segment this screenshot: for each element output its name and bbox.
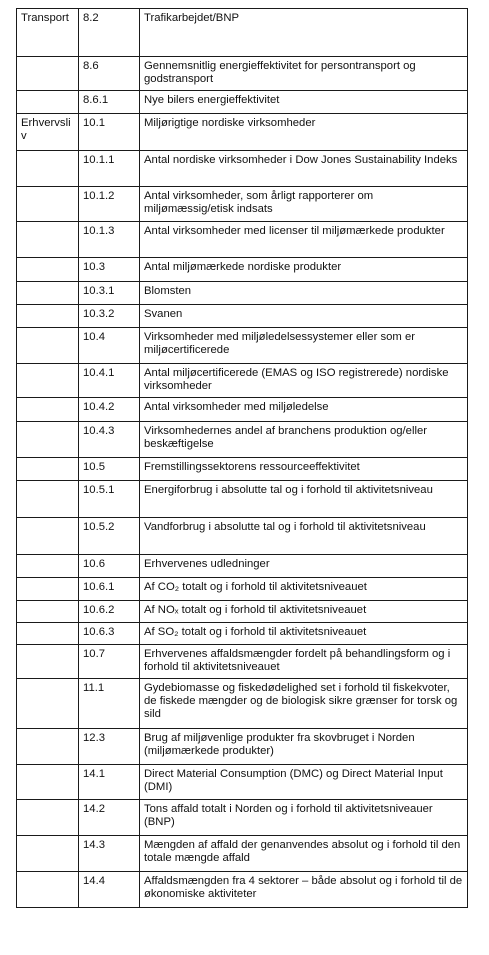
sector-cell: [17, 601, 79, 623]
sector-cell: [17, 458, 79, 481]
table-row: [17, 187, 468, 222]
sector-cell: [17, 91, 79, 114]
table-row: [17, 91, 468, 114]
indicator-code-cell: 10.1.3: [79, 222, 140, 258]
indicator-code-cell: 10.4.2: [79, 398, 140, 422]
table-row: [17, 422, 468, 458]
indicator-description-cell: Direct Material Consumption (DMC) og Direct Material Input (DMI): [140, 765, 468, 800]
indicator-description-cell: Af SO₂ totalt og i forhold til aktivitetsniveauet: [140, 623, 468, 645]
indicator-code-cell: 10.5.2: [79, 518, 140, 555]
indicator-code-cell: 14.3: [79, 836, 140, 872]
indicator-code-cell: 10.6.1: [79, 578, 140, 601]
indicator-code-cell: 8.2: [79, 9, 140, 57]
table-row: [17, 458, 468, 481]
table-row: [17, 328, 468, 364]
indicator-description-cell: Virksomheder med miljøledelsessystemer eller som er miljøcertificerede: [140, 328, 468, 364]
indicator-description-cell: Gydebiomasse og fiskedødelighed set i forhold til fiskekvoter, de fiskede mængder og de biologisk sikre grænser for torsk og sild: [140, 679, 468, 729]
table-row: [17, 151, 468, 187]
table-row: [17, 222, 468, 258]
indicator-description-cell: Brug af miljøvenlige produkter fra skovbruget i Norden (miljømærkede produkter): [140, 729, 468, 765]
indicator-code-cell: 10.6.2: [79, 601, 140, 623]
indicator-description-cell: Vandforbrug i absolutte tal og i forhold til aktivitetsniveau: [140, 518, 468, 555]
sector-cell: [17, 623, 79, 645]
indicator-description-cell: Antal virksomheder med miljøledelse: [140, 398, 468, 422]
sector-cell: [17, 578, 79, 601]
indicator-code-cell: 10.5: [79, 458, 140, 481]
sector-cell: [17, 872, 79, 908]
indicator-code-cell: 10.6.3: [79, 623, 140, 645]
indicator-description-cell: Tons affald totalt i Norden og i forhold til aktivitetsniveauer (BNP): [140, 800, 468, 836]
sector-cell: [17, 57, 79, 91]
indicator-description-cell: Erhvervenes udledninger: [140, 555, 468, 578]
sector-cell: [17, 729, 79, 765]
indicator-code-cell: 14.4: [79, 872, 140, 908]
table-row: [17, 282, 468, 305]
sector-cell: [17, 222, 79, 258]
indicator-code-cell: 12.3: [79, 729, 140, 765]
table-row: [17, 729, 468, 765]
table-row: [17, 57, 468, 91]
table-row: [17, 623, 468, 645]
sector-cell: [17, 422, 79, 458]
indicator-code-cell: 10.4.3: [79, 422, 140, 458]
sector-cell: [17, 836, 79, 872]
indicator-code-cell: 10.1.1: [79, 151, 140, 187]
indicator-code-cell: 10.1.2: [79, 187, 140, 222]
indicator-code-cell: 10.4: [79, 328, 140, 364]
indicator-description-cell: Blomsten: [140, 282, 468, 305]
indicator-description-cell: Af CO₂ totalt og i forhold til aktivitetsniveauet: [140, 578, 468, 601]
indicator-table-body: [17, 9, 468, 908]
indicator-description-cell: Antal nordiske virksomheder i Dow Jones Sustainability Indeks: [140, 151, 468, 187]
table-row: [17, 578, 468, 601]
table-row: [17, 258, 468, 282]
indicator-description-cell: Antal miljømærkede nordiske produkter: [140, 258, 468, 282]
indicator-description-cell: Af NOₓ totalt og i forhold til aktivitetsniveauet: [140, 601, 468, 623]
indicator-code-cell: 8.6.1: [79, 91, 140, 114]
indicator-code-cell: 10.1: [79, 114, 140, 151]
table-row: [17, 398, 468, 422]
table-row: [17, 518, 468, 555]
table-row: [17, 645, 468, 679]
table-row: [17, 800, 468, 836]
sector-cell: [17, 398, 79, 422]
table-row: [17, 836, 468, 872]
indicator-code-cell: 10.3.2: [79, 305, 140, 328]
indicator-code-cell: 14.1: [79, 765, 140, 800]
sector-cell: [17, 305, 79, 328]
sector-cell: Transport: [17, 9, 79, 57]
indicator-description-cell: Miljørigtige nordiske virksomheder: [140, 114, 468, 151]
sector-cell: [17, 187, 79, 222]
sector-cell: [17, 765, 79, 800]
indicator-description-cell: Fremstillingssektorens ressourceeffektivitet: [140, 458, 468, 481]
sector-cell: [17, 555, 79, 578]
indicator-description-cell: Energiforbrug i absolutte tal og i forhold til aktivitetsniveau: [140, 481, 468, 518]
indicator-code-cell: 11.1: [79, 679, 140, 729]
sector-cell: [17, 258, 79, 282]
sector-cell: [17, 364, 79, 398]
indicator-description-cell: Antal virksomheder med licenser til miljømærkede produkter: [140, 222, 468, 258]
sector-cell: [17, 679, 79, 729]
sector-cell: [17, 518, 79, 555]
indicator-description-cell: Gennemsnitlig energieffektivitet for persontransport og godstransport: [140, 57, 468, 91]
indicator-code-cell: 10.5.1: [79, 481, 140, 518]
indicator-description-cell: Mængden af affald der genanvendes absolut og i forhold til den totale mængde affald: [140, 836, 468, 872]
table-row: [17, 364, 468, 398]
indicator-code-cell: 10.3.1: [79, 282, 140, 305]
sector-cell: [17, 800, 79, 836]
indicator-description-cell: Antal miljøcertificerede (EMAS og ISO registrerede) nordiske virksomheder: [140, 364, 468, 398]
table-row: [17, 765, 468, 800]
table-row: [17, 679, 468, 729]
indicator-description-cell: Trafikarbejdet/BNP: [140, 9, 468, 57]
indicator-code-cell: 10.7: [79, 645, 140, 679]
indicator-description-cell: Nye bilers energieffektivitet: [140, 91, 468, 114]
indicator-code-cell: 10.6: [79, 555, 140, 578]
table-row: [17, 9, 468, 57]
sector-cell: [17, 151, 79, 187]
indicator-description-cell: Svanen: [140, 305, 468, 328]
table-row: [17, 872, 468, 908]
table-row: [17, 114, 468, 151]
table-row: [17, 601, 468, 623]
sector-cell: [17, 328, 79, 364]
sector-cell: [17, 282, 79, 305]
sector-cell: [17, 645, 79, 679]
indicator-code-cell: 14.2: [79, 800, 140, 836]
table-row: [17, 481, 468, 518]
table-row: [17, 555, 468, 578]
indicator-table: [16, 8, 468, 908]
table-row: [17, 305, 468, 328]
indicator-code-cell: 10.4.1: [79, 364, 140, 398]
indicator-description-cell: Virksomhedernes andel af branchens produktion og/eller beskæftigelse: [140, 422, 468, 458]
indicator-code-cell: 10.3: [79, 258, 140, 282]
sector-cell: [17, 481, 79, 518]
indicator-description-cell: Antal virksomheder, som årligt rapporterer om miljømæssig/etisk indsats: [140, 187, 468, 222]
sector-cell: Erhvervsliv: [17, 114, 79, 151]
indicator-description-cell: Affaldsmængden fra 4 sektorer – både absolut og i forhold til de økonomiske aktiviteter: [140, 872, 468, 908]
indicator-code-cell: 8.6: [79, 57, 140, 91]
indicator-description-cell: Erhvervenes affaldsmængder fordelt på behandlingsform og i forhold til aktivitetsniveauet: [140, 645, 468, 679]
